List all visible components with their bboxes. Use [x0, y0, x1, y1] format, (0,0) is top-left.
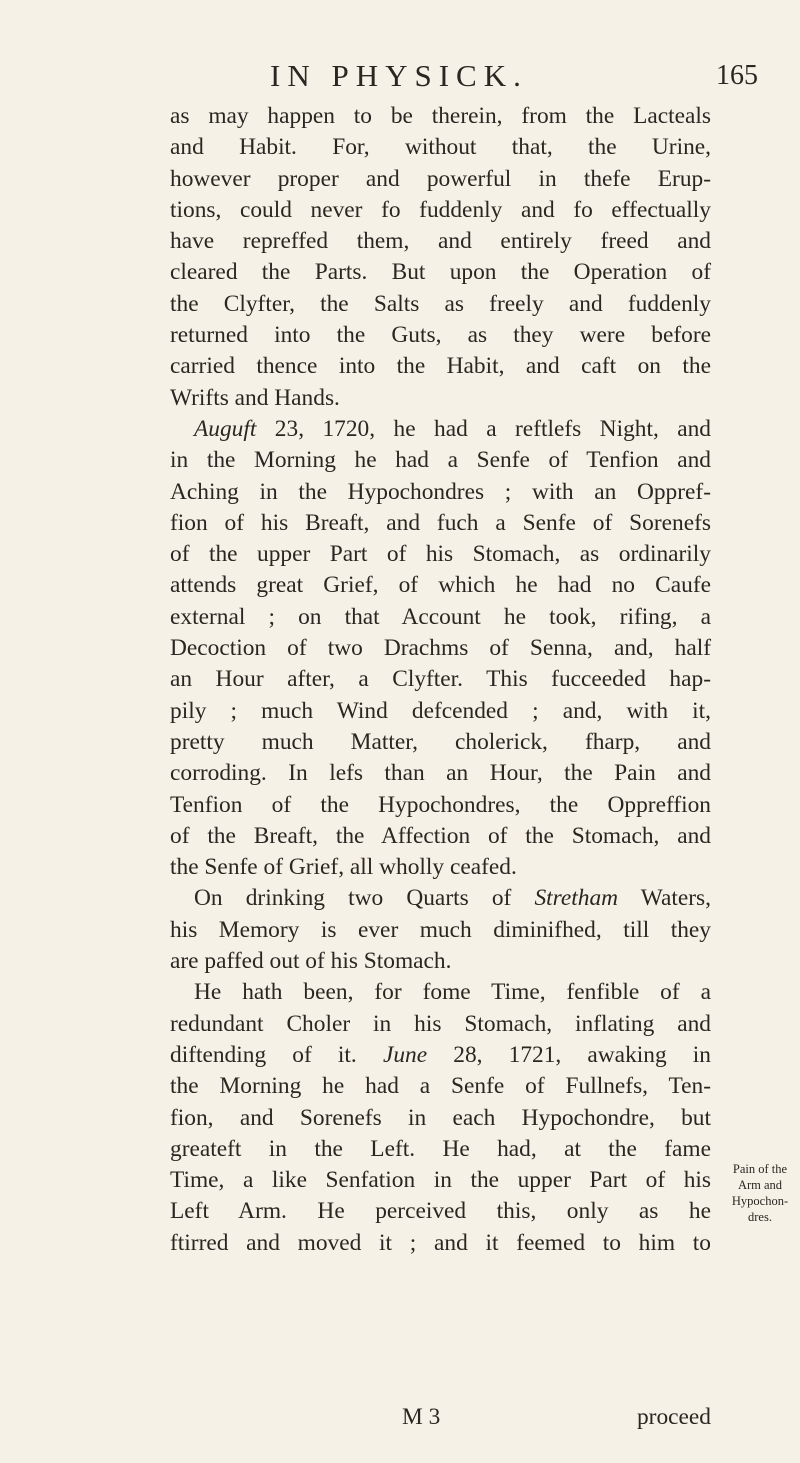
text-line: Time, a like Senfation in the upper Part of his	[170, 1167, 711, 1194]
text-line: carried thence into the Habit, and caft on the	[170, 353, 711, 380]
text-line: are paffed out of his Stomach.	[170, 948, 452, 975]
text-line: of the Breaft, the Affection of the Stomach, and	[170, 822, 711, 849]
running-head: IN PHYSICK.	[270, 58, 528, 93]
catchword: proceed	[636, 1404, 711, 1430]
text-line: Tenfion of the Hypochondres, the Oppreffion	[170, 791, 711, 818]
text-line: Decoction of two Drachms of Senna, and, half	[170, 635, 711, 662]
text-line: Wrifts and Hands.	[170, 384, 340, 411]
margin-note-line: Arm and	[737, 1178, 783, 1192]
text-line: have repreffed them, and entirely freed and	[170, 228, 711, 255]
text-line: Auguft 23, 1720, he had a reftlefs Night, and	[194, 415, 711, 442]
text-line: fion of his Breaft, and fuch a Senfe of Sorenefs	[170, 509, 711, 536]
text-line: however proper and powerful in thefe Erup-	[170, 165, 711, 192]
place-stretham: Stretham	[534, 885, 619, 912]
date-june: June	[382, 1041, 428, 1068]
text-line: greateft in the Left. He had, at the fame	[170, 1135, 711, 1162]
text-line: tions, could never fo fuddenly and fo effectually	[170, 196, 711, 223]
text-line: as may happen to be therein, from the Lacteals	[170, 103, 711, 129]
text-line: corroding. In lefs than an Hour, the Pain and	[170, 760, 711, 787]
date-august: Auguft	[194, 415, 257, 442]
text-line: cleared the Parts. But upon the Operation of	[170, 259, 711, 286]
signature-mark: M 3	[402, 1404, 441, 1430]
text-line: returned into the Guts, as they were before	[170, 322, 711, 349]
text-line: pily ; much Wind defcended ; and, with it,	[170, 697, 711, 724]
text-line: in the Morning he had a Senfe of Tenfion and	[170, 447, 711, 474]
text-line: On drinking two Quarts of Stretham Waters,	[194, 885, 711, 912]
body-text	[170, 101, 711, 1259]
text-line: fion, and Sorenefs in each Hypochondre, but	[170, 1104, 711, 1131]
text-line: He hath been, for fome Time, fenfible of a	[194, 979, 711, 1006]
text-line: the Morning he had a Senfe of Fullnefs, Ten-	[170, 1073, 711, 1100]
text-line: external ; on that Account he took, rifing, a	[170, 603, 711, 630]
text-line: of the upper Part of his Stomach, as ordinarily	[170, 541, 711, 568]
margin-note	[720, 1161, 800, 1225]
text-line: Left Arm. He perceived this, only as he	[170, 1198, 711, 1225]
text-line: pretty much Matter, cholerick, fharp, and	[170, 728, 711, 755]
text-line: his Memory is ever much diminifhed, till they	[170, 916, 711, 943]
margin-note-line: Hypochon-	[731, 1194, 789, 1208]
margin-note-line: Pain of the	[732, 1162, 788, 1176]
text-line: redundant Choler in his Stomach, inflating and	[170, 1010, 711, 1037]
text-line: Aching in the Hypochondres ; with an Oppref-	[170, 478, 711, 505]
text-line: attends great Grief, of which he had no Caufe	[170, 572, 711, 599]
text-line: ftirred and moved it ; and it feemed to him to	[170, 1229, 711, 1256]
text-line: the Senfe of Grief, all wholly ceafed.	[170, 854, 517, 881]
text-line: an Hour after, a Clyfter. This fucceeded hap-	[170, 666, 711, 693]
margin-note-line: dres.	[748, 1210, 772, 1224]
text-line: diftending of it. June 28, 1721, awaking in	[170, 1041, 711, 1068]
text-line: the Clyfter, the Salts as freely and fuddenly	[170, 290, 711, 317]
page-number: 165	[716, 60, 758, 91]
text-line: and Habit. For, without that, the Urine,	[170, 134, 711, 161]
